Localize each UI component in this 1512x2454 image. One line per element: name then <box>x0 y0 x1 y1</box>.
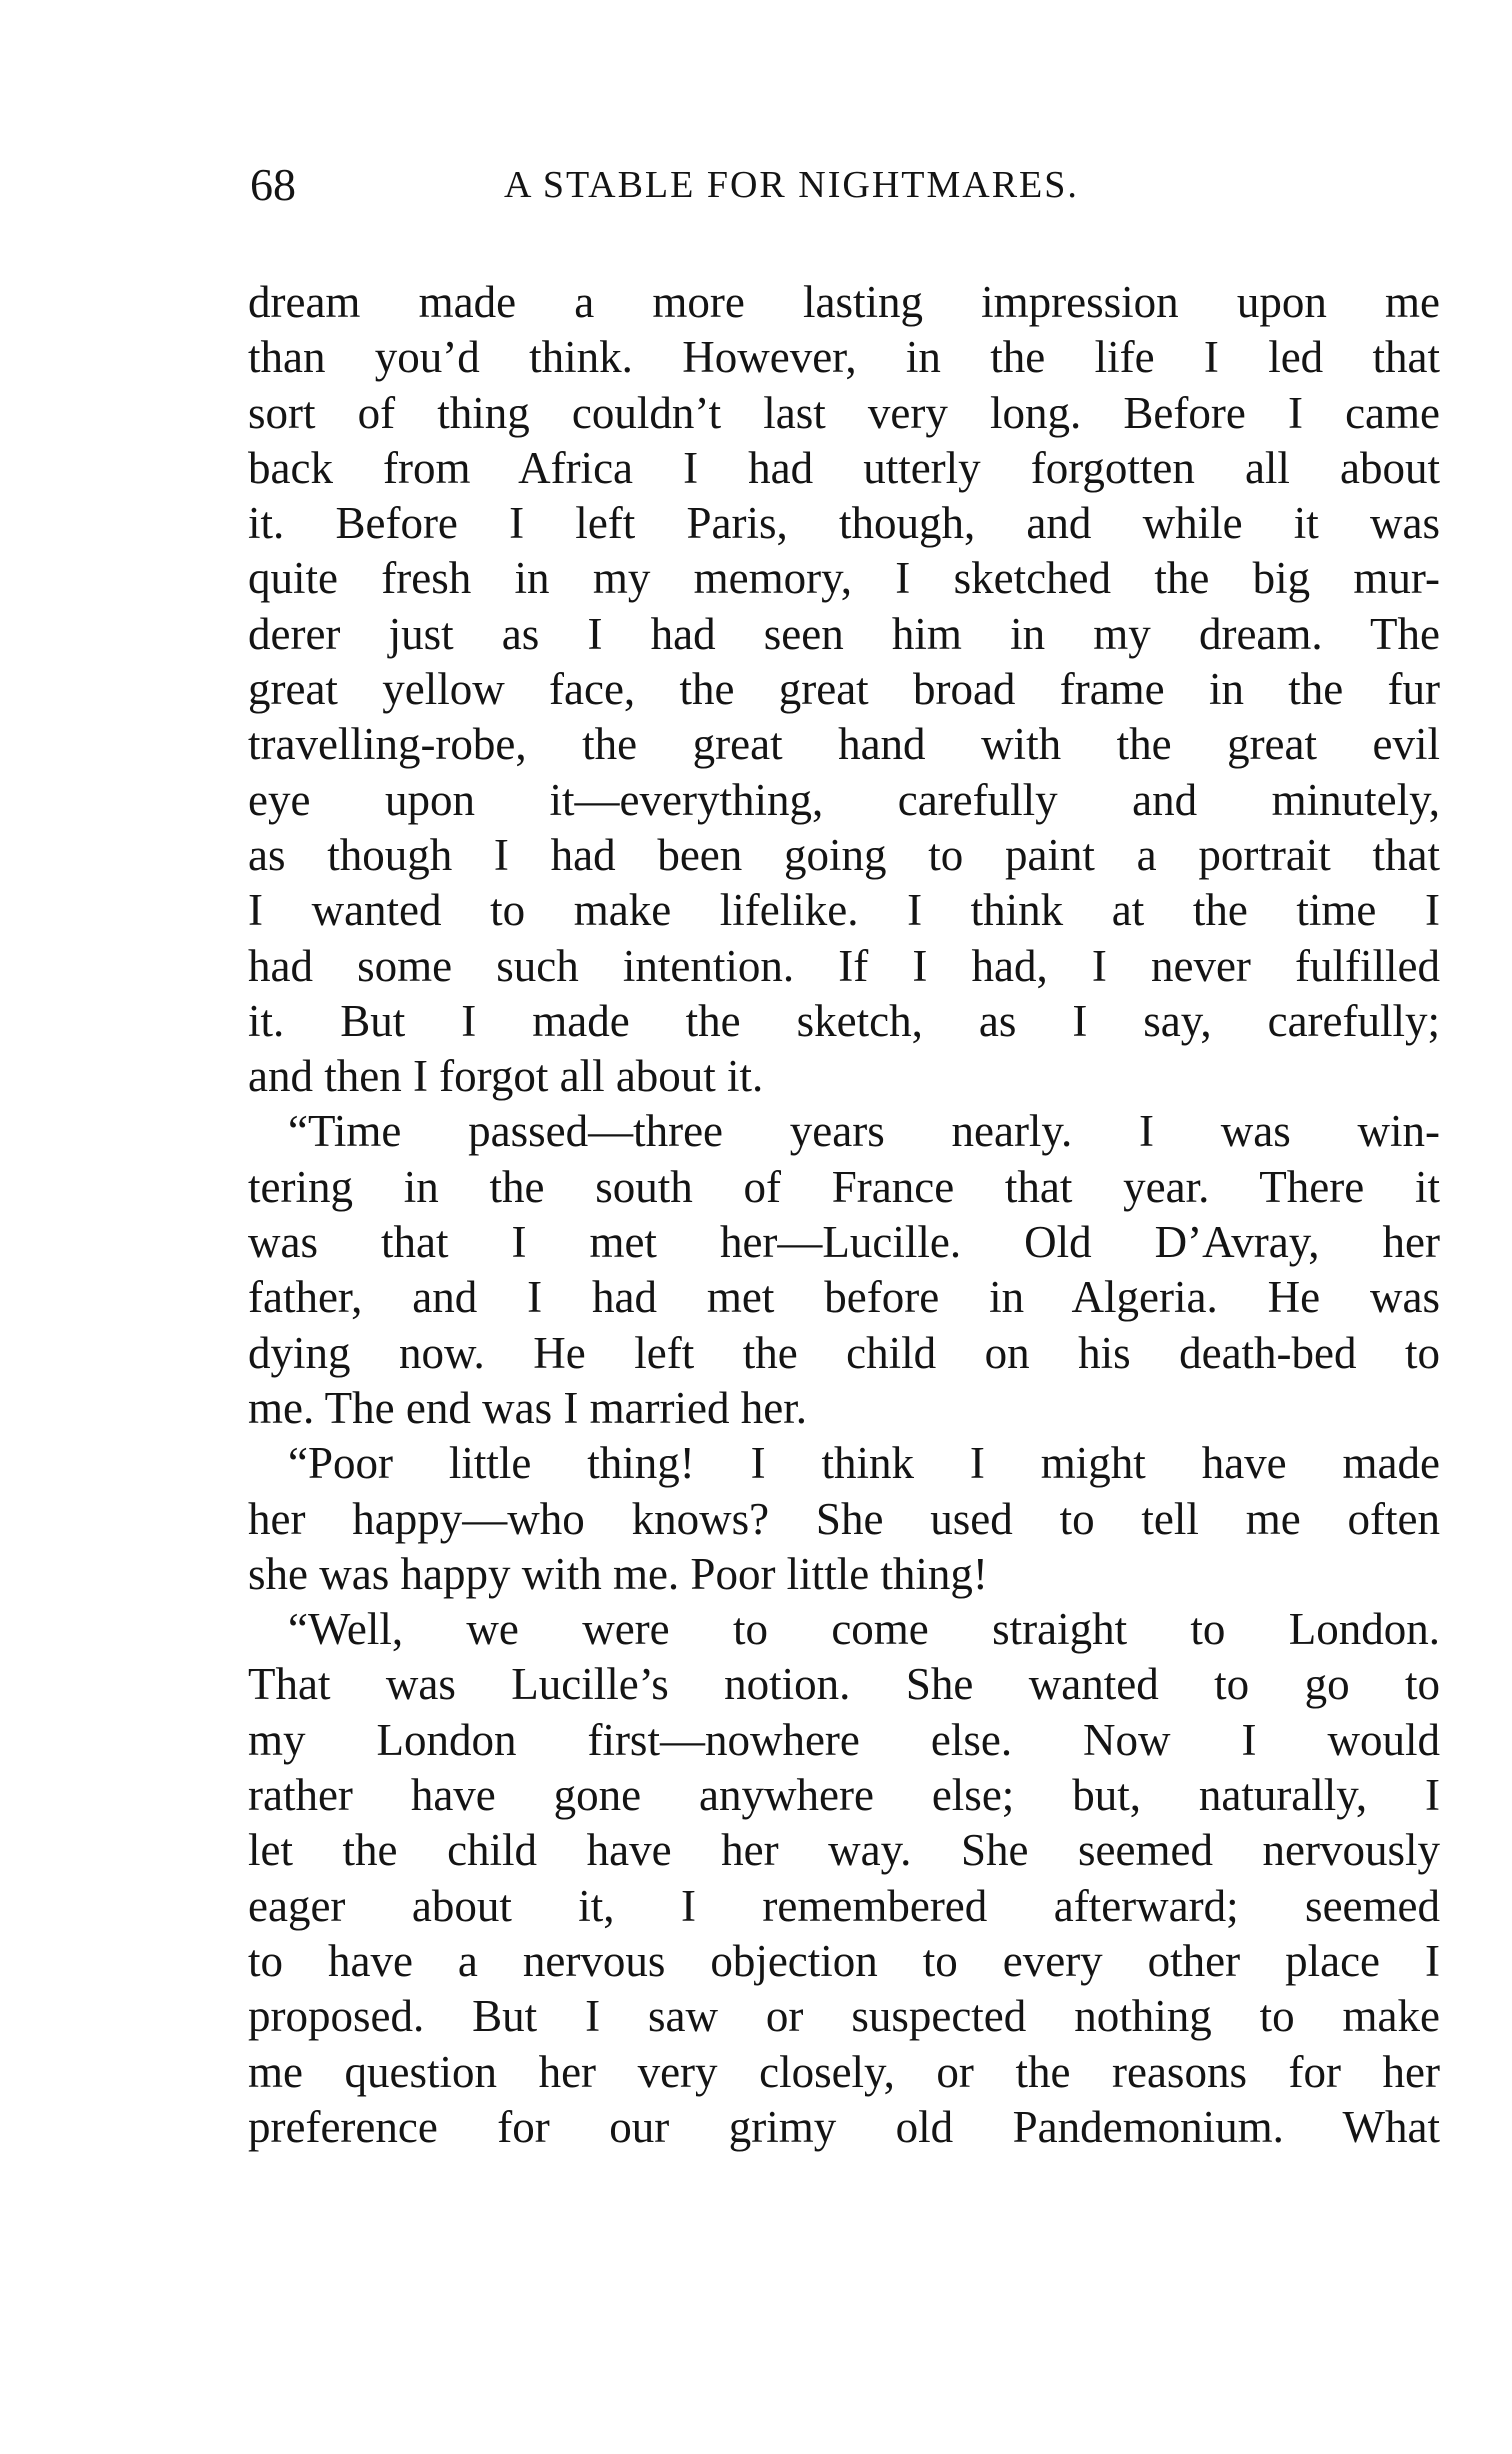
text-line: her happy—who knows? She used to tell me often <box>248 1493 1440 1544</box>
text-line: than you’d think. However, in the life I led that <box>248 332 1440 383</box>
text-line: “Well, we were to come straight to London. <box>288 1604 1440 1655</box>
text-line: quite fresh in my memory, I sketched the big mur- <box>248 553 1440 604</box>
text-line: “Time passed—three years nearly. I was win- <box>288 1106 1440 1157</box>
text-line: to have a nervous objection to every other place I <box>248 1935 1440 1986</box>
running-title: A STABLE FOR NIGHTMARES. <box>504 164 1079 206</box>
text-line: proposed. But I saw or suspected nothing to make <box>248 1991 1440 2042</box>
text-line: eye upon it—everything, carefully and minutely, <box>248 774 1440 825</box>
text-line: rather have gone anywhere else; but, naturally, I <box>248 1770 1440 1821</box>
text-line: my London first—nowhere else. Now I would <box>248 1714 1440 1765</box>
text-line: was that I met her—Lucille. Old D’Avray, her <box>248 1217 1440 1268</box>
text-line: preference for our grimy old Pandemonium. What <box>248 2101 1440 2152</box>
text-line: I wanted to make lifelike. I think at the time I <box>248 885 1440 936</box>
text-line: let the child have her way. She seemed nervously <box>248 1825 1440 1876</box>
text-line: me. The end was I married her. <box>248 1382 807 1433</box>
text-line: travelling-robe, the great hand with the great evil <box>248 719 1440 770</box>
text-line: it. But I made the sketch, as I say, carefully; <box>248 995 1440 1046</box>
text-line: sort of thing couldn’t last very long. Before I came <box>248 387 1440 438</box>
text-line: dream made a more lasting impression upon me <box>248 277 1440 327</box>
text-line: me question her very closely, or the reasons for her <box>248 2046 1440 2097</box>
text-line: and then I forgot all about it. <box>248 1051 764 1102</box>
text-line: tering in the south of France that year. There it <box>248 1161 1440 1212</box>
text-line: eager about it, I remembered afterward; seemed <box>248 1880 1440 1931</box>
text-line: back from Africa I had utterly forgotten all about <box>248 442 1440 493</box>
body-text <box>248 275 1440 2155</box>
text-line: derer just as I had seen him in my dream. The <box>248 608 1440 659</box>
text-line: as though I had been going to paint a portrait that <box>248 829 1440 880</box>
text-line: great yellow face, the great broad frame in the fur <box>248 664 1440 715</box>
page-header <box>250 150 1440 220</box>
text-line: “Poor little thing! I think I might have made <box>288 1438 1440 1489</box>
text-line: had some such intention. If I had, I never fulfilled <box>248 940 1440 991</box>
text-line: she was happy with me. Poor little thing! <box>248 1548 988 1599</box>
text-line: That was Lucille’s notion. She wanted to go to <box>248 1659 1440 1710</box>
text-line: father, and I had met before in Algeria. He was <box>248 1272 1440 1323</box>
text-line: it. Before I left Paris, though, and while it was <box>248 498 1440 549</box>
page-number: 68 <box>250 159 296 210</box>
text-line: dying now. He left the child on his death-bed to <box>248 1327 1440 1378</box>
